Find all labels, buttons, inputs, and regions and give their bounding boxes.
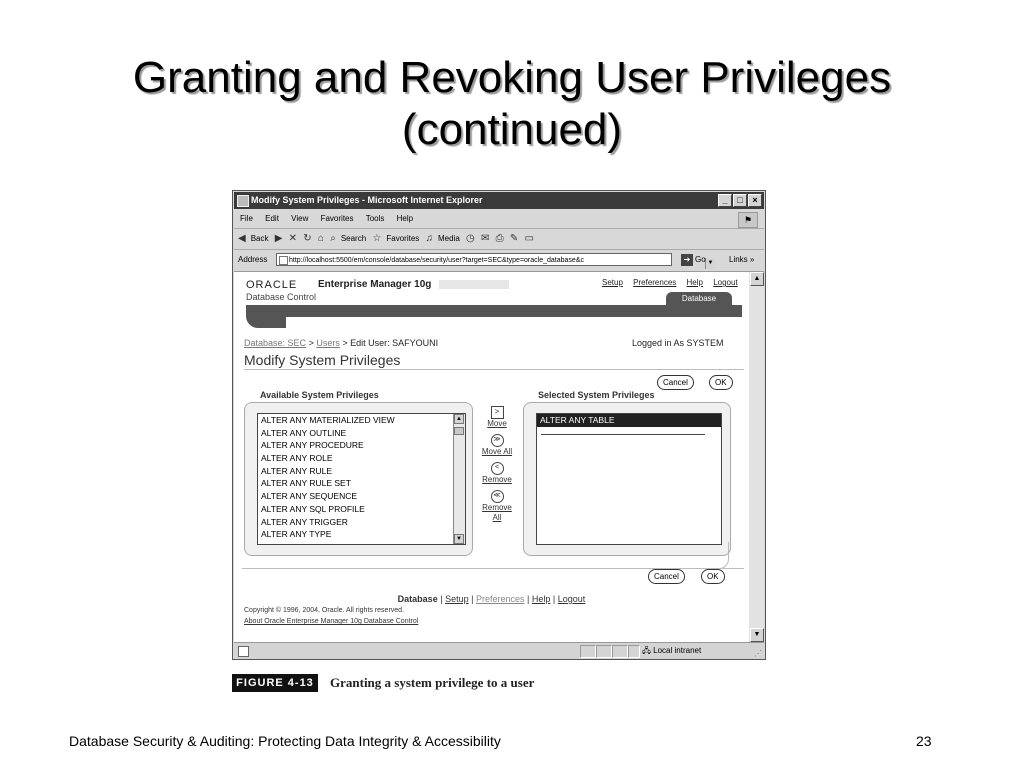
copyright-text: Copyright © 1996, 2004, Oracle. All rights reserved.	[244, 607, 405, 614]
menu-view[interactable]: View	[291, 214, 309, 223]
status-zone-label: Local intranet	[653, 646, 702, 655]
links-button[interactable]: Links »	[729, 255, 755, 264]
footer-sep: |	[527, 594, 530, 604]
go-arrow-icon: ➔	[681, 254, 693, 266]
available-label: Available System Privileges	[260, 390, 379, 400]
print-icon[interactable]: ⎙	[495, 233, 504, 244]
breadcrumb	[244, 338, 438, 348]
selected-panel	[523, 402, 731, 556]
scroll-up-icon[interactable]: ▲	[454, 414, 464, 424]
window-titlebar[interactable]	[234, 192, 764, 209]
tab-database[interactable]: Database	[666, 292, 732, 305]
available-privilege-item[interactable]: ALTER ANY ROLE	[261, 453, 333, 464]
maximize-button[interactable]: □	[733, 194, 747, 207]
available-privilege-item[interactable]: ALTER ANY RULE SET	[261, 478, 351, 489]
search-icon[interactable]: ⌕	[330, 233, 336, 244]
move-all-label: Move All	[481, 447, 513, 456]
back-arrow-icon[interactable]: ◀	[238, 233, 246, 244]
oracle-logo: ORACLE	[246, 279, 298, 291]
remove-button[interactable]	[477, 462, 517, 485]
move-all-button[interactable]	[477, 434, 517, 457]
links-label: Links	[729, 255, 748, 264]
media-icon[interactable]: ♫	[425, 233, 434, 244]
slide-title	[0, 52, 1024, 156]
window-title: Modify System Privileges - Microsoft Internet Explorer	[251, 195, 483, 205]
selected-listbox[interactable]	[536, 413, 722, 545]
available-privilege-item[interactable]: ALTER ANY TRIGGER	[261, 516, 348, 527]
footer-sep: |	[440, 594, 443, 604]
status-page-icon	[238, 646, 249, 657]
address-label: Address	[238, 255, 268, 264]
windows-logo-icon: ⚑	[738, 212, 758, 228]
address-bar	[234, 250, 764, 270]
move-all-icon: ≫	[491, 434, 504, 447]
selected-label: Selected System Privileges	[538, 390, 655, 400]
figure-caption: Granting a system privilege to a user	[330, 675, 535, 690]
favorites-button[interactable]: Favorites	[386, 234, 420, 243]
media-button[interactable]: Media	[438, 234, 460, 243]
scroll-down-icon[interactable]: ▼	[454, 534, 464, 544]
footer-setup-link[interactable]: Setup	[445, 594, 469, 604]
breadcrumb-sep: >	[342, 338, 348, 348]
scroll-thumb[interactable]	[454, 427, 464, 435]
breadcrumb-database[interactable]: Database: SEC	[244, 338, 307, 348]
slide-title-line1: Granting and Revoking User Privileges	[132, 53, 892, 102]
available-privilege-item[interactable]: ALTER ANY RULE	[261, 465, 333, 476]
intranet-icon: 🖧	[642, 646, 651, 655]
status-segment	[612, 645, 628, 658]
close-button[interactable]: ×	[748, 194, 762, 207]
cancel-button-bottom[interactable]: Cancel	[648, 569, 685, 584]
available-privilege-item[interactable]: ALTER ANY TYPE	[261, 529, 332, 540]
available-privilege-item[interactable]: ALTER ANY OUTLINE	[261, 427, 347, 438]
browser-window	[232, 190, 766, 660]
discuss-icon[interactable]: ▭	[524, 233, 534, 244]
slide-page-number: 23	[916, 733, 932, 749]
status-segment	[580, 645, 596, 658]
header-curve	[246, 316, 286, 328]
page-scrollbar[interactable]	[749, 271, 764, 642]
footer-sep: |	[471, 594, 474, 604]
page-content	[234, 271, 749, 642]
logout-link[interactable]: Logout	[713, 278, 738, 287]
available-privilege-item[interactable]: ALTER ANY PROCEDURE	[261, 440, 364, 451]
breadcrumb-current: Edit User: SAFYOUNI	[350, 338, 439, 348]
ok-button-top[interactable]: OK	[709, 375, 733, 390]
header-band	[246, 305, 742, 317]
slide-title-line2: (continued)	[401, 105, 623, 154]
go-label: Go	[695, 255, 706, 264]
remove-all-icon: ≪	[491, 490, 504, 503]
footer-database: Database	[397, 594, 438, 604]
figure-label: FIGURE 4-13	[232, 674, 318, 692]
footer-logout-link[interactable]: Logout	[557, 594, 586, 604]
status-segment	[596, 645, 612, 658]
page-icon	[279, 256, 288, 265]
remove-all-label-1: Remove	[482, 503, 512, 512]
available-privilege-item[interactable]: ALTER ANY SEQUENCE	[261, 491, 358, 502]
selected-privilege-item[interactable]: ALTER ANY TABLE	[537, 414, 721, 427]
go-button[interactable]	[681, 250, 706, 270]
available-listbox[interactable]	[257, 413, 466, 545]
remove-icon: <	[491, 462, 504, 475]
remove-all-button[interactable]	[477, 490, 517, 523]
heading-divider	[244, 369, 744, 370]
help-link[interactable]: Help	[686, 278, 703, 287]
ok-button-bottom[interactable]: OK	[701, 569, 725, 584]
menu-edit[interactable]: Edit	[265, 214, 279, 223]
available-privilege-item[interactable]: ALTER ANY MATERIALIZED VIEW	[261, 415, 395, 425]
logged-in-label: Logged in As SYSTEM	[632, 338, 724, 348]
cancel-button-top[interactable]: Cancel	[657, 375, 694, 390]
status-bar	[234, 642, 764, 659]
address-dropdown-icon[interactable]: ▼	[705, 258, 715, 269]
favorites-star-icon[interactable]: ☆	[372, 233, 382, 244]
browser-toolbar	[234, 229, 764, 250]
status-segment	[628, 645, 640, 658]
listbox-scrollbar[interactable]	[453, 414, 465, 544]
breadcrumb-users[interactable]: Users	[316, 338, 340, 348]
stop-icon[interactable]: ✕	[288, 233, 298, 244]
available-panel	[244, 402, 473, 556]
search-button[interactable]: Search	[340, 234, 367, 243]
about-link[interactable]: About Oracle Enterprise Manager 10g Database Control	[244, 618, 419, 625]
shuttle-controls	[477, 406, 517, 523]
header-placeholder	[439, 280, 509, 289]
available-privilege-item[interactable]: ALTER ANY SQL PROFILE	[261, 503, 365, 514]
ie-icon	[237, 195, 249, 207]
footer-help-link[interactable]: Help	[531, 594, 551, 604]
setup-link[interactable]: Setup	[602, 278, 623, 287]
footer-links	[234, 594, 749, 604]
menu-help[interactable]: Help	[396, 214, 414, 223]
address-url: http://localhost:5500/em/console/database/security/user?target=SEC&type=oracle_database&c	[289, 257, 584, 264]
bottom-panel-edge	[242, 542, 729, 569]
forward-arrow-icon[interactable]: ▶	[274, 233, 283, 244]
selected-list-divider	[541, 434, 705, 435]
minimize-button[interactable]: _	[718, 194, 732, 207]
mail-icon[interactable]: ✉	[481, 233, 490, 244]
history-icon[interactable]: ◷	[466, 233, 475, 244]
menu-file[interactable]: File	[240, 214, 253, 223]
top-links	[594, 278, 738, 287]
preferences-link[interactable]: Preferences	[633, 278, 677, 287]
em-title: Enterprise Manager 10g	[318, 279, 432, 290]
refresh-icon[interactable]: ↻	[303, 233, 312, 244]
back-button[interactable]: Back	[250, 234, 269, 243]
menu-favorites[interactable]: Favorites	[320, 214, 354, 223]
menu-tools[interactable]: Tools	[365, 214, 385, 223]
footer-sep: |	[552, 594, 556, 604]
remove-label: Remove	[482, 475, 512, 484]
page-scroll-up-icon[interactable]: ▲	[750, 272, 764, 286]
resize-grip-icon[interactable]: ⋰	[754, 649, 762, 658]
move-label: Move	[487, 419, 507, 428]
slide-footer: Database Security & Auditing: Protecting Data Integrity & Accessibility	[69, 733, 501, 749]
move-button[interactable]	[477, 406, 517, 429]
footer-preferences-link[interactable]: Preferences	[475, 594, 525, 604]
breadcrumb-sep: >	[308, 338, 314, 348]
edit-icon[interactable]: ✎	[509, 233, 519, 244]
menu-bar	[234, 210, 764, 229]
page-scroll-down-icon[interactable]: ▼	[750, 628, 764, 642]
status-zone	[642, 643, 701, 659]
db-control-label: Database Control	[246, 292, 317, 302]
move-icon: >	[491, 406, 504, 419]
page-title: Modify System Privileges	[244, 352, 401, 368]
home-icon[interactable]: ⌂	[317, 233, 324, 244]
remove-all-label-2: All	[492, 513, 502, 522]
